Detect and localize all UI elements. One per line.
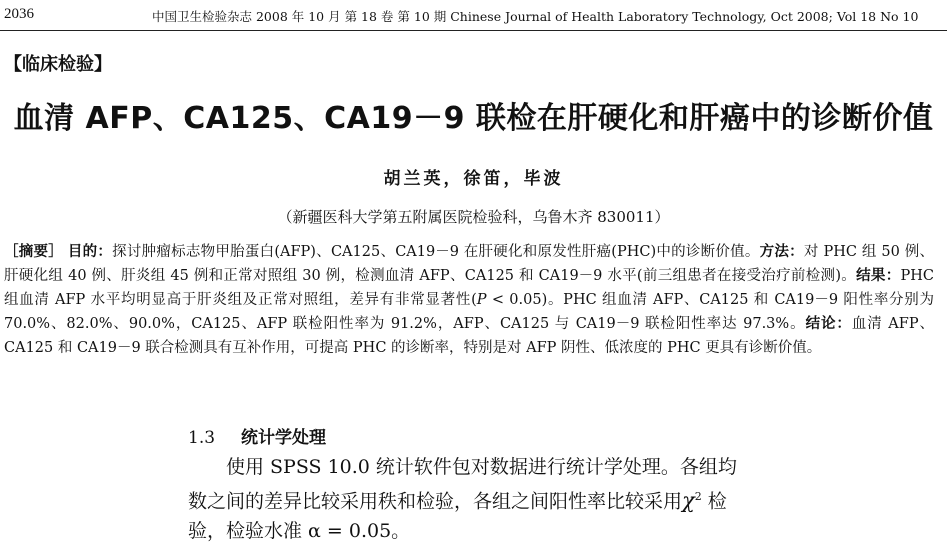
section-heading-text: 统计学处理 xyxy=(241,428,327,448)
abstract-tag: ［摘要］ xyxy=(4,243,63,260)
conclusion-label: 结论： xyxy=(805,315,852,333)
abstract-block xyxy=(4,240,934,360)
section-heading xyxy=(188,423,326,448)
body-text-b: 检验，检验水准 α = 0.05。 xyxy=(188,490,727,543)
article-title: 血清 AFP、CA125、CA19－9 联检在肝硬化和肝癌中的诊断价值 xyxy=(13,101,934,136)
conclusion-text: 血清 AFP、CA125 和 CA19－9 联合检测具有互补作用，可提高 PHC 的诊断率，特别是对 AFP 阴性、低浓度的 PHC 更具有诊断价值。 xyxy=(4,316,935,356)
author-list: 胡兰英，徐笛，毕波 xyxy=(383,169,564,189)
objective-text: 探讨肿瘤标志物甲胎蛋白(AFP)、CA125、CA19－9 在肝硬化和原发性肝癌(PHC)中的诊断价值。 xyxy=(112,244,760,260)
chi-symbol: χ xyxy=(682,488,695,513)
methods-label: 方法： xyxy=(759,243,804,260)
journal-info: 中国卫生检验杂志 2008 年 10 月 第 18 卷 第 10 期 Chinese Journal of Health Laboratory Technology, Oct 2008; Vol 18 No 10 xyxy=(152,9,919,24)
p-value-symbol: P xyxy=(476,291,487,308)
results-text-a: PHC 组血清 AFP 水平均明显高于肝炎组及正常对照组，差异有非常显著性( xyxy=(4,268,935,308)
objective-label: 目的： xyxy=(67,243,113,260)
header-rule xyxy=(0,30,947,31)
results-label: 结果： xyxy=(856,267,901,285)
author-affiliation: （新疆医科大学第五附属医院检验科，乌鲁木齐 830011） xyxy=(277,208,670,226)
section-category-label: 【临床检验】 xyxy=(4,54,112,75)
running-header xyxy=(0,2,947,28)
section-body xyxy=(188,452,748,546)
body-text-a: 使用 SPSS 10.0 统计软件包对数据进行统计学处理。各组均数之间的差异比较采用秩和检验，各组之间阳性率比较采用 xyxy=(188,456,737,513)
section-number: 1.3 xyxy=(188,428,216,448)
page-number: 2036 xyxy=(4,6,34,22)
chi-superscript: 2 xyxy=(694,490,702,503)
results-text-b: < 0.05)。PHC 组血清 AFP、CA125 和 CA19－9 阳性率分别为 70.0%、82.0%、90.0%，CA125、AFP 联检阳性率为 91.2%，AFP、CA125 与 CA19－9 联检阳性率达 97.3%。 xyxy=(4,291,934,333)
methods-text: 对 PHC 组 50 例、肝硬化组 40 例、肝炎组 45 例和正常对照组 30 例，检测血清 AFP、CA125 和 CA19－9 水平(前三组患者在接受治疗前检测)。 xyxy=(4,244,934,285)
